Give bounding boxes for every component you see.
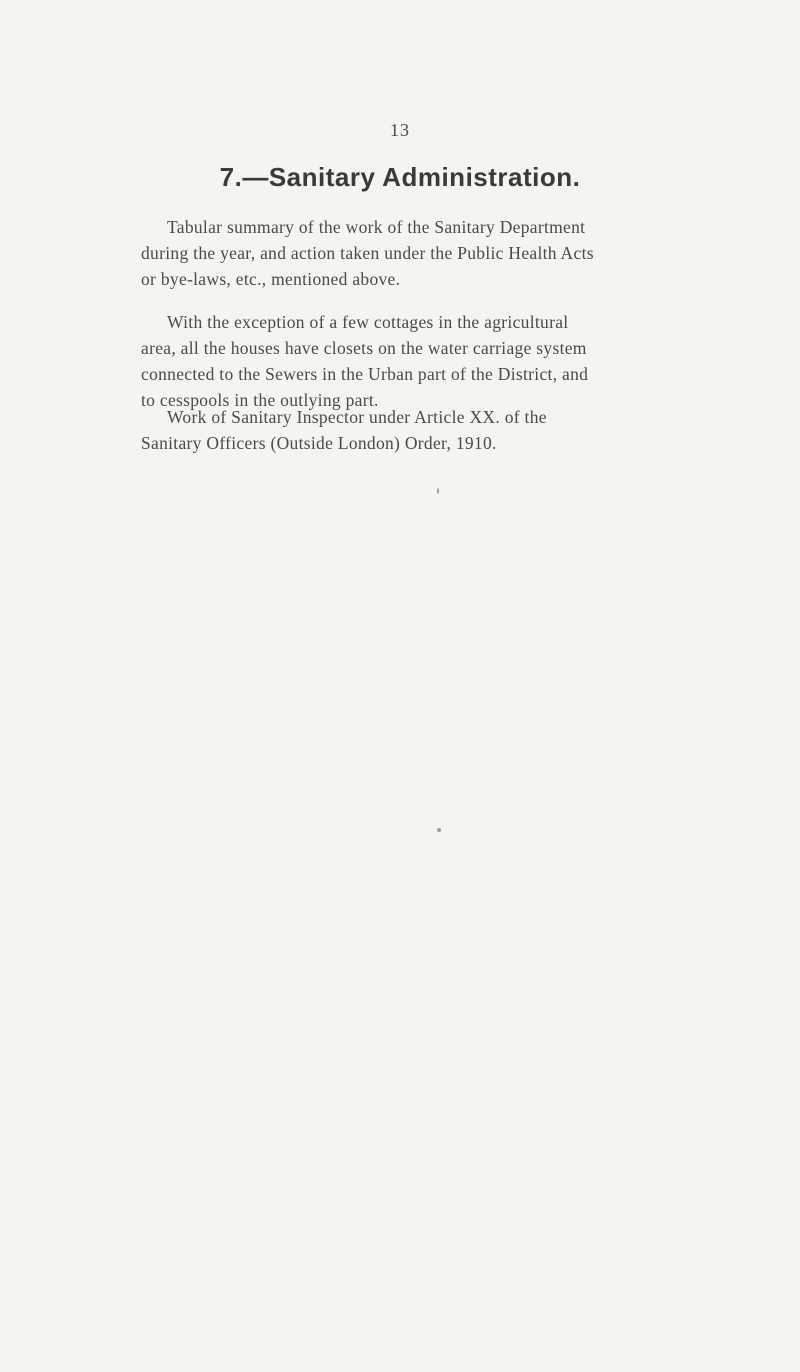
paragraph-closets <box>141 309 661 413</box>
section-heading: 7.—Sanitary Administration. <box>219 162 581 192</box>
paragraph-line: With the exception of a few cottages in the agricultural <box>167 312 569 332</box>
paragraph-inspector-work <box>141 404 661 456</box>
paragraph-line: area, all the houses have closets on the water carriage system <box>141 338 587 358</box>
paragraph-sanitary-summary <box>141 214 661 292</box>
paper-speck <box>437 828 441 832</box>
paragraph-line: Sanitary Officers (Outside London) Order, 1910. <box>141 433 497 453</box>
paragraph-line: or bye-laws, etc., mentioned above. <box>141 269 401 289</box>
paragraph-line: during the year, and action taken under the Public Health Acts <box>141 243 594 263</box>
paragraph-line: connected to the Sewers in the Urban part of the District, and <box>141 364 589 384</box>
paragraph-line: Tabular summary of the work of the Sanitary Department <box>167 217 586 237</box>
paragraph-line: Work of Sanitary Inspector under Article XX. of the <box>167 407 547 427</box>
page-number: 13 <box>390 120 410 140</box>
paragraph-line: to cesspools in the outlying part. <box>141 390 379 410</box>
paper-speck <box>437 488 439 494</box>
